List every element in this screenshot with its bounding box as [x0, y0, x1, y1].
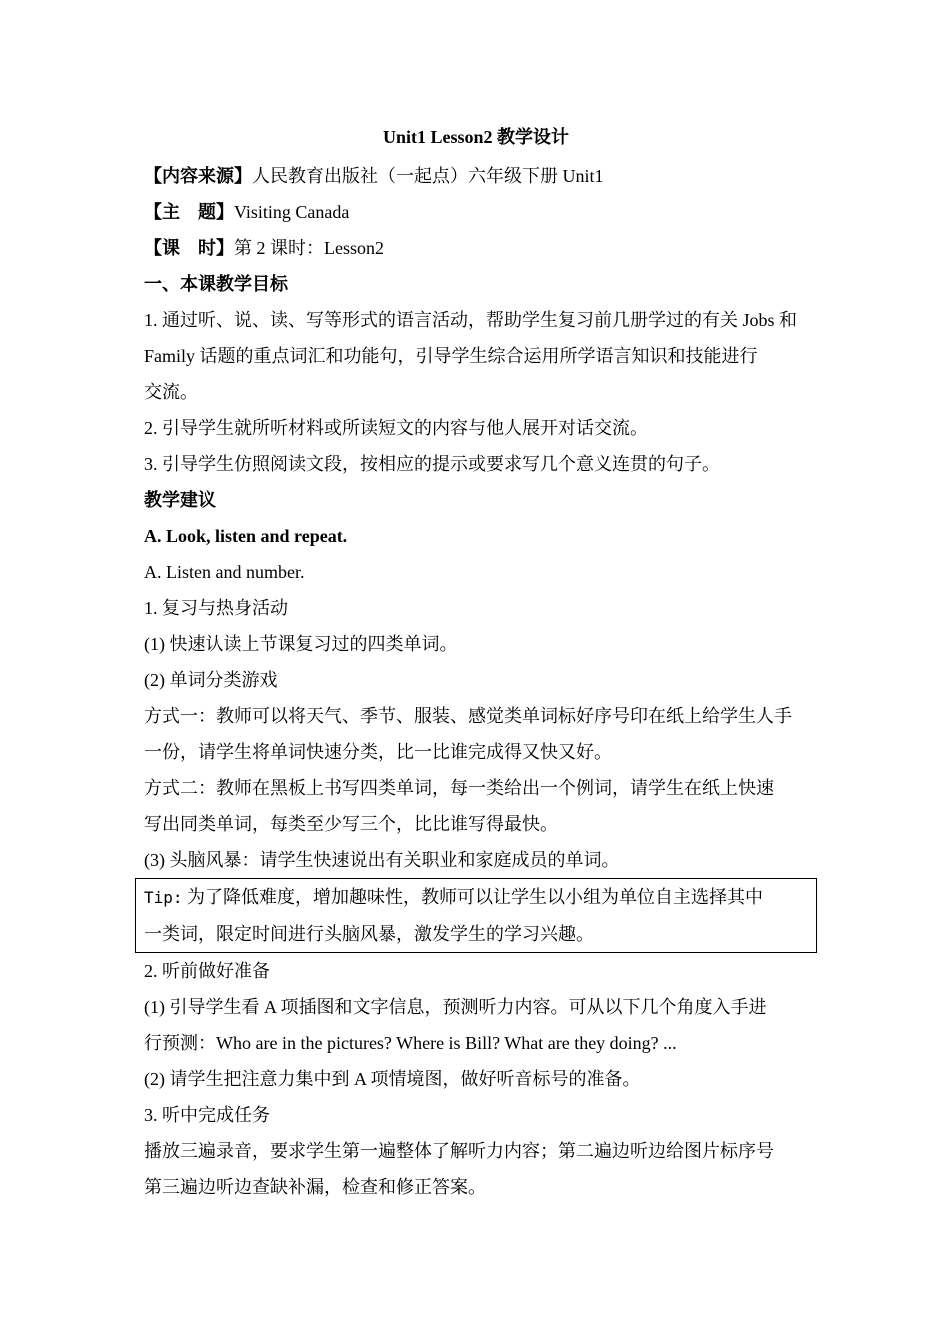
document-title: Unit1 Lesson2 教学设计	[382, 127, 570, 147]
step-1-item-3: (3) 头脑风暴：请学生快速说出有关职业和家庭成员的单词。	[144, 850, 620, 870]
document-body	[144, 122, 808, 1205]
way-2-line-1: 方式二：教师在黑板上书写四类单词，每一类给出一个例词，请学生在纸上快速	[144, 778, 774, 798]
meta-source-value: 人民教育出版社（一起点）六年级下册 Unit1	[252, 166, 604, 186]
way-2-line-2: 写出同类单词，每类至少写三个，比比谁写得最快。	[144, 814, 558, 834]
meta-source	[144, 158, 808, 194]
meta-theme-value: Visiting Canada	[234, 202, 350, 222]
goal-1-line-3: 交流。	[144, 382, 198, 402]
step-3-heading: 3. 听中完成任务	[144, 1105, 270, 1125]
goal-1-line-2: Family 话题的重点词汇和功能句，引导学生综合运用所学语言知识和技能进行	[144, 346, 758, 366]
step-1-item-2: (2) 单词分类游戏	[144, 670, 278, 690]
section-goals-heading: 一、本课教学目标	[144, 274, 288, 294]
meta-period	[144, 230, 808, 266]
step-2-heading: 2. 听前做好准备	[144, 961, 270, 981]
tip-line-2: 一类词，限定时间进行头脑风暴，激发学生的学习兴趣。	[144, 924, 594, 944]
section-suggestions-heading: 教学建议	[144, 490, 216, 510]
step-2-item-1-line-2: 行预测：Who are in the pictures? Where is Bill? What are they doing? ...	[144, 1033, 677, 1053]
goal-3: 3. 引导学生仿照阅读文段，按相应的提示或要求写几个意义连贯的句子。	[144, 454, 720, 474]
step-2-item-1-line-1: (1) 引导学生看 A 项插图和文字信息，预测听力内容。可从以下几个角度入手进	[144, 997, 767, 1017]
tip-box	[135, 878, 817, 953]
goal-2: 2. 引导学生就所听材料或所读短文的内容与他人展开对话交流。	[144, 418, 648, 438]
way-1-line-2: 一份，请学生将单词快速分类，比一比谁完成得又快又好。	[144, 742, 612, 762]
meta-theme	[144, 194, 808, 230]
part-a-heading: A. Look, listen and repeat.	[144, 526, 348, 546]
meta-period-value: 第 2 课时：Lesson2	[234, 238, 384, 258]
meta-theme-label: 【主 题】	[144, 202, 234, 222]
step-2-item-2: (2) 请学生把注意力集中到 A 项情境图，做好听音标号的准备。	[144, 1069, 641, 1089]
way-1-line-1: 方式一：教师可以将天气、季节、服装、感觉类单词标好序号印在纸上给学生人手	[144, 706, 792, 726]
step-3-line-2: 第三遍边听边查缺补漏，检查和修正答案。	[144, 1177, 486, 1197]
meta-period-label: 【课 时】	[144, 238, 234, 258]
part-a-subheading: A. Listen and number.	[144, 562, 305, 582]
tip-line-1	[144, 879, 816, 916]
step-1-heading: 1. 复习与热身活动	[144, 598, 288, 618]
step-1-item-1: (1) 快速认读上节课复习过的四类单词。	[144, 634, 458, 654]
goal-1-line-1: 1. 通过听、说、读、写等形式的语言活动，帮助学生复习前几册学过的有关 Jobs 和	[144, 310, 798, 330]
meta-source-label: 【内容来源】	[144, 166, 252, 186]
tip-text-1: 为了降低难度，增加趣味性，教师可以让学生以小组为单位自主选择其中	[182, 887, 764, 907]
tip-label: Tip:	[144, 888, 183, 907]
step-3-line-1: 播放三遍录音，要求学生第一遍整体了解听力内容；第二遍边听边给图片标序号	[144, 1141, 774, 1161]
